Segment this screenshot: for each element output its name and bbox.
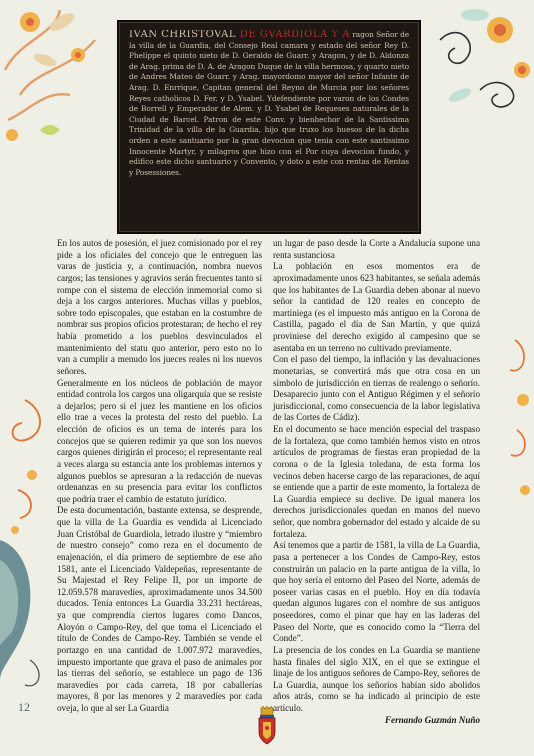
paragraph: Así tenemos que a partir de 1581, la villa de La Guardia, pasa a pertenecer a los Condes de Campo-Rey, estos construirán un palacio en la parte antigua de la villa, lo que hoy sería el entorno del Paseo del Norte, además de poseer varias casas en el pueblo. Hoy en día todavía quedan algunos lugares con el nombre de sus antiguos poseedores, como el pinar que hay en las laderas del Paseo del Norte, que es conocido como la “Tierra del Conde”. xyxy=(273,540,480,644)
right-text-column xyxy=(273,238,480,726)
paragraph: La población en esos momentos era de aproximadamente unos 623 habitantes, se señala además que los habitantes de La Guardia deben abonar al nuevo señor la cantidad de 120 reales en concepto de martiniega (es el impuesto más antiguo en la Corona de Castilla, pagado el día de San Martín, y que quizá proviniese del derecho exigido al campesino que se asentaba en un terreno no cultivado previamente. xyxy=(273,261,480,353)
paragraph: La presencia de los condes en La Guardia se mantiene hasta finales del siglo XIX, en el que se extingue el linaje de los antiguos señores de Campo-Rey, señores de La Guardia, aunque los señoríos habían sido abolidos años atrás, como se ha indicado al principio de este artículo. xyxy=(273,644,480,713)
paragraph: Generalmente en los núcleos de población de mayor entidad controla los cargos una oligarquía que se resiste a dejarlos; pero si el juez les mantiene en los oficios ello trae a veces la protesta del resto del pueblo. La elección de oficios es un tema de interés para los concejos que se quieren redimir ya que son los nuevos cargos quienes dirigirán el proceso; el representante real a veces alarga su estancia ante los problemas internos y algunos pueblos se apresuran a la redacción de nuevas ordenanzas en su presencia para evitar los conflictos que podría traer el cambio de estatuto jurídico. xyxy=(57,377,262,504)
plaque-heading-a: IVAN CHRISTOVAL xyxy=(129,30,240,40)
paragraph: En los autos de posesión, el juez comisionado por el rey pide a los oficiales del concejo que le entreguen las varas de justicia y, a continuación, nombra nuevos cargos; las tensiones y agravios serán frecuentes tanto si rompe con el sistema de elección inmemorial como si deja a los cargos anteriores. Muchas villas y pueblos, sobre todo episcopales, que estaban en la costumbre de nombrar sus propios oficios protestaran; de hecho el rey había prometido a los pueblos desvinculados el mantenimiento del statu quo anterior, pero esto no lo van a cumplir a menudo los jueces reales ni los nuevos señores. xyxy=(57,238,262,376)
plaque-body-text: ragon Señor de la villa de la Guardia, del Consejo Real camara y estado del señor Rey D. Phelippe el quinto nieto de D. Geraldo de Guarr. y Aragon, y de D. Aldonza de Arag. prima de D. A. de Aragon Duque de la villa hermosa, y quarto nieto de Andres Mateo de Guarr. y Arag. mayordomo mayor del señor Infante de Arag. D. Enrrique, Capitan general del Reyno de Murcia por los señores Reyes catholicos D. Fer. y D. Ysabel. Ydefendiente por varon de los Condes de Borrell y Emperador de Alem. y D. Ysabel de Requeses naturales de la Ciudad de Barcel. Patron de este Conv. y bienhechor de la Santissima Trinidad de la villa de la Guardia, hijo que truxo los huesos de la dicha orden a este santuario por la gran devocion que tenia con este santissimo Innocente Martyr, y milagros que hizo con el Por cuya devocion fundo, y edifico este dicho santuario y Convento, y doto a este con rentas de Rentas y Posessiones. xyxy=(129,30,409,177)
paragraph: En el documento se hace mención especial del traspaso de la fortaleza, que como también hemos visto en otros artículos de programas de fiestas eran propiedad de la corona o de la Iglesia toledana, de esta forma los vecinos deben hacerse cargo de las reparaciones, de aquí se entiende que a partir de este momento, la fortaleza de La Guardia empiece su declive. De igual manera los derechos jurisdiccionales quedan en manos del nuevo señor, que nombra gobernador del estado y alcaide de su fortaleza. xyxy=(273,424,480,539)
plaque-inscription xyxy=(129,30,409,224)
floral-ornament-top-left xyxy=(0,0,115,150)
coat-of-arms-icon xyxy=(256,706,278,748)
floral-ornament-left-side xyxy=(0,380,50,710)
floral-ornament-right-side xyxy=(495,330,534,510)
paragraph: De esta documentación, bastante extensa, se desprende, que la villa de La Guardia es vendida al Licenciado Juan Cristóbal de Guardiola, letrado ilustre y “miembro de nuestro consejo” como reza en el documento de enajenación, el día primero de septiembre de ese año 1581, ante el Licenciado Valdepeñas, representante de Su Majestad el Rey Felipe II, por un importe de 12.059.578 maravedíes, aproximadamente unos 34.500 ducados. Tenía entonces La Guardia 33.231 hectáreas, ya que comprendía ciertos lugares como Dancos, Aloyón o Campo-Rey, del que toma el Licenciado el título de Condes de Campo-Rey. También se vende el portazgo en una cantidad de 1.007.972 maravedíes, impuesto importante que grava el paso de animales por las tierras del señorío, se establece un pago de 136 maravedíes por cada carreta, 18 por caballerías mayores, 8 por las menores y 2 maravedíes por cada oveja, lo que al ser La Guardia xyxy=(57,505,262,713)
left-text-column xyxy=(57,238,262,715)
author-signature: Fernando Guzmán Nuño xyxy=(384,714,480,725)
floral-ornament-top-right xyxy=(420,0,534,120)
plaque-heading-b: DE GVARDIOLA Y A xyxy=(239,30,351,40)
paragraph: un lugar de paso desde la Corte a Andalucía supone una renta sustanciosa xyxy=(273,238,480,260)
commemorative-plaque-photo xyxy=(117,20,421,234)
page-number: 12 xyxy=(18,700,30,714)
paragraph: Con el paso del tiempo, la inflación y las devaluaciones monetarias, se convertirá más que otra cosa en un símbolo de jurisdicción en tierras de realengo o señorío. Desaparecio junto con el Antiguo Régimen y el señorío jurisdiccional, como consecuencia de la labor legislativa de las Cortes de Cádiz). xyxy=(273,354,480,423)
